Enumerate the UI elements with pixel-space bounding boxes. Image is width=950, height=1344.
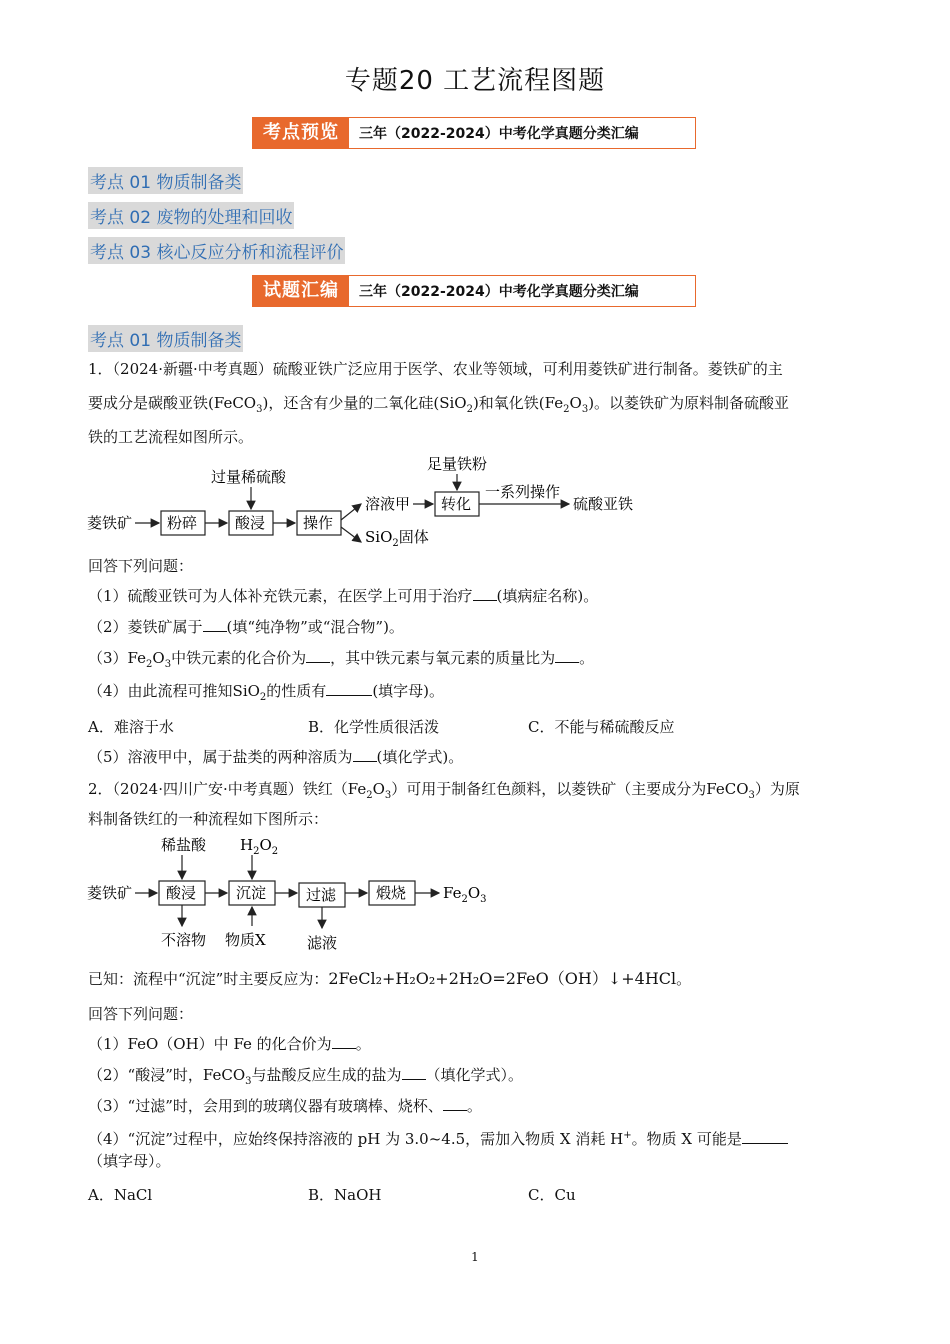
answer-blank[interactable] bbox=[402, 1065, 426, 1080]
formula-feco3: FeCO$_3$ bbox=[213, 394, 263, 415]
banner-tag: 试题汇编 bbox=[253, 276, 349, 306]
q2-option-a[interactable]: A．NaCl bbox=[88, 1186, 153, 1204]
q1-ask: 回答下列问题： bbox=[88, 557, 194, 575]
answer-blank[interactable] bbox=[306, 648, 330, 663]
flow-branch1: 溶液甲 bbox=[365, 495, 411, 513]
flow-step1: 粉碎 bbox=[167, 514, 198, 532]
banner-exercises bbox=[252, 275, 696, 307]
flow-reagent2: $H_2O_2$ bbox=[240, 836, 279, 857]
q1-intro-line3: 铁的工艺流程如图所示。 bbox=[88, 428, 254, 446]
banner-text: 三年（2022-2024）中考化学真题分类汇编 bbox=[359, 126, 639, 142]
q1-intro-line1: 1．（2024·新疆·中考真题）硫酸亚铁广泛应用于医学、农业等领域，可利用菱铁矿进行制备。菱铁矿的主 bbox=[88, 360, 783, 378]
flow-start: 菱铁矿 bbox=[87, 884, 133, 902]
q2-known: 已知：流程中“沉淀”时主要反应为：2FeCl₂+H₂O₂+2H₂O=2FeO（OH）↓+4HCl。 bbox=[88, 969, 692, 988]
flow-product: $Fe_2O_3$ bbox=[443, 884, 487, 905]
flow-out3: 滤液 bbox=[307, 934, 338, 952]
q1-part2: （2）菱铁矿属于 (填“纯净物”或“混合物”)。 bbox=[88, 618, 404, 636]
q1-part5: （5）溶液甲中，属于盐类的两种溶质为 (填化学式)。 bbox=[88, 748, 464, 766]
reaction-equation: 2FeCl₂+H₂O₂+2H₂O=2FeO（OH）↓+4HCl bbox=[328, 969, 677, 988]
q1-intro-line2: 要成分是碳酸亚铁(FeCO$_3$)，还含有少量的二氧化硅(SiO$_2$)和氧化铁$(Fe_2O_3)$。以菱铁矿为原料制备硫酸亚 bbox=[88, 394, 790, 415]
flow-start: 菱铁矿 bbox=[87, 514, 133, 532]
flow-step2: 酸浸 bbox=[235, 514, 266, 532]
flow-step3: 过滤 bbox=[306, 886, 337, 904]
q2-part4: （4）“沉淀”过程中，应始终保持溶液的 pH 为 3.0~4.5，需加入物质 X 消耗 H+。物质 X 可能是 （填字母）。 bbox=[88, 1125, 848, 1172]
q2-option-b[interactable]: B．NaOH bbox=[308, 1186, 382, 1204]
answer-blank[interactable] bbox=[326, 681, 372, 696]
formula-sio2: SiO$_2$ bbox=[232, 682, 267, 703]
flow-step1: 酸浸 bbox=[166, 884, 197, 902]
formula-sio2: SiO$_2$ bbox=[439, 394, 473, 415]
flow-branch2: SiO$_2$固体 bbox=[365, 528, 429, 549]
toc-item-3[interactable]: 考点 03 核心反应分析和流程评价 bbox=[88, 237, 345, 264]
answer-blank[interactable] bbox=[473, 586, 497, 601]
flow-out1: 不溶物 bbox=[161, 931, 207, 949]
answer-blank[interactable] bbox=[332, 1034, 356, 1049]
q1-part1: （1）硫酸亚铁可为人体补充铁元素，在医学上可用于治疗 (填病症名称)。 bbox=[88, 587, 599, 605]
toc-item-2[interactable]: 考点 02 废物的处理和回收 bbox=[88, 202, 294, 229]
flow-reagent1: 过量稀硫酸 bbox=[211, 468, 287, 486]
flow-arrow-label: 一系列操作 bbox=[485, 483, 561, 501]
flow-step4: 转化 bbox=[441, 495, 472, 513]
flow-out2: 物质X bbox=[225, 931, 266, 949]
q2-ask: 回答下列问题： bbox=[88, 1005, 194, 1023]
flow-reagent1: 稀盐酸 bbox=[161, 836, 207, 854]
q2-flow-diagram bbox=[85, 830, 515, 960]
q1-option-c[interactable]: C．不能与稀硫酸反应 bbox=[528, 718, 675, 736]
answer-blank[interactable] bbox=[353, 747, 377, 762]
answer-blank[interactable] bbox=[555, 648, 579, 663]
toc-item-1[interactable]: 考点 01 物质制备类 bbox=[88, 167, 243, 194]
banner-preview bbox=[252, 117, 696, 149]
q1-flow-diagram bbox=[85, 452, 685, 552]
answer-blank[interactable] bbox=[443, 1096, 467, 1111]
flow-step2: 沉淀 bbox=[236, 884, 267, 902]
q2-part1: （1）FeO（OH）中 Fe 的化合价为 。 bbox=[88, 1035, 371, 1053]
answer-blank[interactable] bbox=[742, 1129, 788, 1144]
q1-part4: （4）由此流程可推知SiO$_2$的性质有 (填字母)。 bbox=[88, 682, 445, 703]
section-heading: 考点 01 物质制备类 bbox=[88, 325, 243, 352]
flow-step4: 煅烧 bbox=[376, 884, 407, 902]
flow-reagent2: 足量铁粉 bbox=[427, 455, 488, 473]
q2-intro-line1: 2．（2024·四川广安·中考真题）铁红$(Fe_2O_3)$可用于制备红色颜料，以菱铁矿（主要成分为FeCO$_3$）为原 bbox=[88, 780, 800, 801]
q1-option-a[interactable]: A．难溶于水 bbox=[88, 718, 174, 736]
flow-step3: 操作 bbox=[303, 514, 334, 532]
banner-tag: 考点预览 bbox=[253, 118, 349, 148]
banner-text: 三年（2022-2024）中考化学真题分类汇编 bbox=[359, 284, 639, 300]
flow-product: 硫酸亚铁 bbox=[573, 495, 634, 513]
q1-part3: $(3)Fe_2O_3$中铁元素的化合价为 ，其中铁元素与氧元素的质量比为 。 bbox=[88, 649, 595, 670]
q2-option-c[interactable]: C．Cu bbox=[528, 1186, 576, 1204]
answer-blank[interactable] bbox=[203, 617, 227, 632]
q2-intro-line2: 料制备铁红的一种流程如下图所示： bbox=[88, 810, 329, 828]
q2-part3: （3）“过滤”时，会用到的玻璃仪器有玻璃棒、烧杯、 。 bbox=[88, 1097, 482, 1115]
q2-part2: （2）“酸浸”时，FeCO$_3$与盐酸反应生成的盐为 （填化学式）。 bbox=[88, 1066, 524, 1087]
page-title: 专题20 工艺流程图题 bbox=[344, 66, 606, 96]
page-number: 1 bbox=[471, 1250, 479, 1264]
q1-option-b[interactable]: B．化学性质很活泼 bbox=[308, 718, 440, 736]
